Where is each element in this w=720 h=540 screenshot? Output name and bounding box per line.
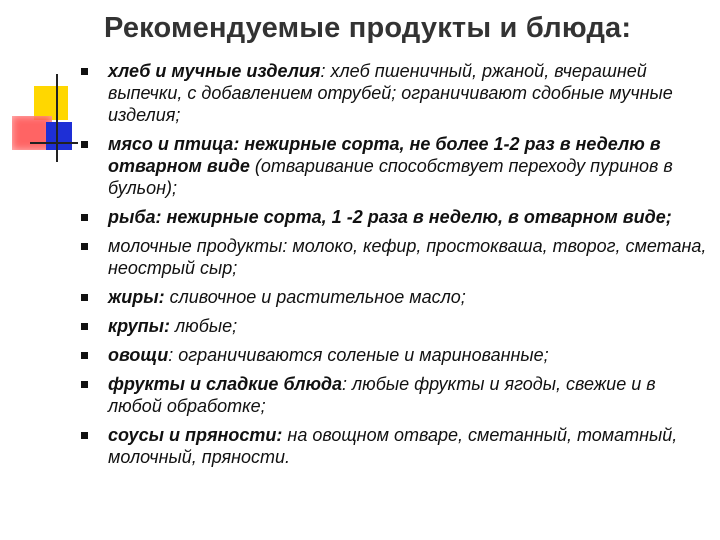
list-item bbox=[78, 344, 708, 366]
list-item bbox=[78, 206, 708, 228]
item-bold: жиры: bbox=[108, 287, 165, 307]
slide-title: Рекомендуемые продукты и блюда: bbox=[104, 12, 632, 44]
square-bullet-icon bbox=[81, 352, 88, 359]
item-text: на овощном отваре, сметанный, томатный, молочный, пряности. bbox=[108, 425, 678, 467]
list-item bbox=[78, 235, 708, 279]
item-text: : ограничиваются соленые и маринованные; bbox=[168, 345, 549, 365]
list-item bbox=[78, 133, 708, 199]
vertical-line bbox=[56, 74, 58, 162]
item-text: любые; bbox=[170, 316, 238, 336]
item-text: сливочное и растительное масло; bbox=[164, 287, 466, 307]
decorative-squares bbox=[0, 0, 80, 170]
square-bullet-icon bbox=[81, 68, 88, 75]
blue-square bbox=[46, 122, 72, 150]
item-bold: овощи bbox=[108, 345, 169, 365]
item-text: (отваривание способствует переходу пуринов в бульон); bbox=[108, 156, 673, 198]
item-bold: фрукты и сладкие блюда bbox=[108, 374, 343, 394]
item-bold: соусы и пряности: bbox=[108, 425, 283, 445]
bullet-list bbox=[78, 60, 708, 475]
item-bold: хлеб и мучные изделия bbox=[108, 61, 321, 81]
square-bullet-icon bbox=[81, 323, 88, 330]
list-item bbox=[78, 373, 708, 417]
square-bullet-icon bbox=[81, 294, 88, 301]
list-item bbox=[78, 315, 708, 337]
list-item bbox=[78, 424, 708, 468]
list-item bbox=[78, 286, 708, 308]
item-text: : любые фрукты и ягоды, свежие и в любой обработке; bbox=[108, 374, 656, 416]
item-text: : хлеб пшеничный, ржаной, вчерашней выпечки, с добавлением отрубей; ограничивают сдобные мучные изделия; bbox=[108, 61, 673, 125]
item-text: молочные продукты: молоко, кефир, простокваша, творог, сметана, неострый сыр; bbox=[108, 236, 707, 278]
list-item bbox=[78, 60, 708, 126]
square-bullet-icon bbox=[81, 141, 88, 148]
horizontal-line bbox=[30, 142, 78, 144]
item-bold: мясо и птица: нежирные сорта, не более 1-2 раз в неделю в отварном виде bbox=[108, 134, 661, 176]
item-bold: крупы: bbox=[108, 316, 171, 336]
square-bullet-icon bbox=[81, 243, 88, 250]
yellow-square bbox=[34, 86, 68, 120]
square-bullet-icon bbox=[81, 381, 88, 388]
item-bold: рыба: нежирные сорта, 1 -2 раза в неделю, в отварном виде; bbox=[108, 207, 672, 227]
square-bullet-icon bbox=[81, 432, 88, 439]
square-bullet-icon bbox=[81, 214, 88, 221]
